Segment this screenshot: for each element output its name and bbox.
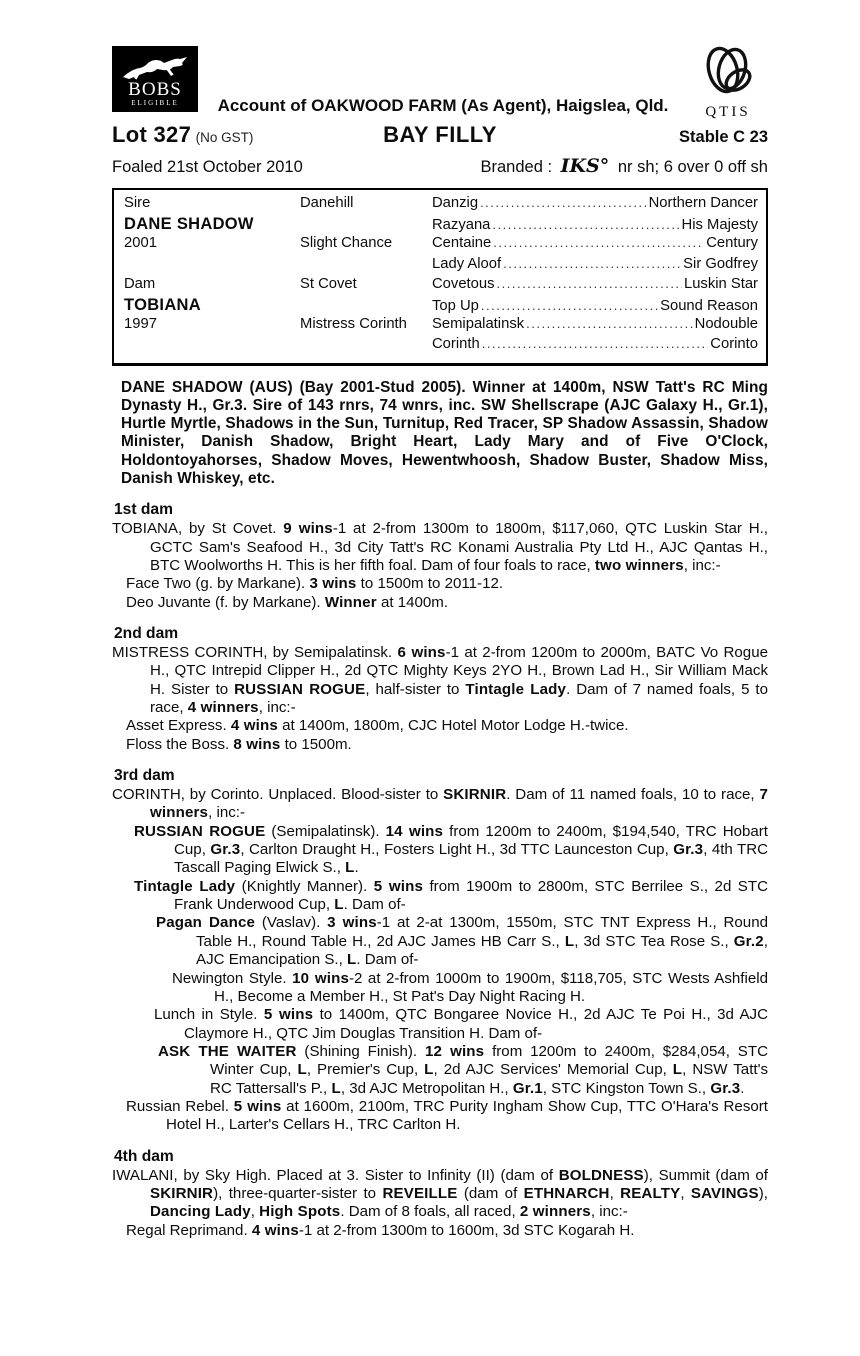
pedigree-paragraph xyxy=(112,594,768,612)
text-run: to 1500m. xyxy=(280,735,352,753)
horse-icon xyxy=(120,54,190,80)
text-run: , 3d STC Tea Rose S., xyxy=(574,932,734,950)
bold-text: DANE SHADOW (AUS) (Bay 2001-Stud 2005). Winner at 1400m, NSW Tatt's RC Ming Dynasty H., Gr.3. Sire of 143 rnrs, 74 wnrs, inc. SW Shellscrape (AJC Galaxy H., Gr.1), Hurtle Myrtle, Shadows in the Sun, Turnitup, Red Tracer, SP Shadow Assassin, Shadow Minister, Danish Shadow, Bright Heart, Lady Mary and of Five O'Clock, Holdontoyahorses, Shadow Moves, Hewentwhoosh, Shadow Buster, Shadow Miss, Danish Whiskey, etc. xyxy=(121,378,768,487)
bold-text: Gr.2 xyxy=(733,932,764,950)
bold-text: L xyxy=(564,932,575,950)
text-run: , NSW Tatt's RC Tattersall's P., xyxy=(210,1061,769,1097)
pedigree-paragraph xyxy=(112,823,768,878)
text-run: . xyxy=(354,859,359,877)
pedigree-paragraph xyxy=(112,575,768,593)
text-run: Regal Reprimand. xyxy=(126,1221,252,1239)
pedigree-parent-name: Danehill xyxy=(300,195,354,211)
lot-number: Lot 327 xyxy=(112,122,192,147)
dam-section xyxy=(112,1148,768,1240)
great-grandsire-name: Nodouble xyxy=(694,316,758,333)
text-run: ), Summit (dam of xyxy=(643,1166,768,1184)
branded-label: Branded : xyxy=(480,158,553,176)
pedigree-entry-name: Sire xyxy=(124,195,151,211)
brand-mark: IKS° xyxy=(560,155,610,177)
text-run: , inc:- xyxy=(208,804,245,822)
great-grandsire-name: Sound Reason xyxy=(660,297,758,314)
great-grandsire-name: Corinto xyxy=(710,336,758,353)
bold-text: L xyxy=(672,1061,683,1079)
pedigree-paragraph xyxy=(112,1167,768,1222)
lot-left xyxy=(112,122,331,148)
text-run: -2 at 2-from 1000m to 1900m, $118,705, STC Wests Ashfield H., Become a Member H., St Pat's Day Night Racing H. xyxy=(214,969,768,1005)
bold-text: 6 wins xyxy=(397,644,446,661)
text-run: , xyxy=(609,1184,621,1202)
text-run: , Carlton Draught H., Fosters Light H., 3d TTC Launceston Cup, xyxy=(240,841,674,859)
lot-row xyxy=(112,122,768,148)
bold-text: two winners xyxy=(594,556,684,574)
grandparent-name: Razyana xyxy=(432,217,491,234)
text-run: , xyxy=(680,1184,691,1202)
text-run: . Dam of 7 named foals, 5 to race, xyxy=(150,680,768,717)
qtis-logo-text: QTIS xyxy=(705,104,751,120)
pedigree-entry-name: 1997 xyxy=(124,316,157,333)
pedigree-entry-name: 2001 xyxy=(124,235,157,252)
bold-text: Gr.3 xyxy=(710,1079,741,1097)
grandparent-name: Covetous xyxy=(432,275,495,292)
bold-text: 5 wins xyxy=(233,1097,282,1115)
pedigree-row xyxy=(124,195,758,215)
text-run: -1 at 2-at 1300m, 1550m, STC TNT Express H., Round Table H., Round Table H., 2d AJC James HB Carr S., xyxy=(196,914,768,950)
text-run: Russian Rebel. xyxy=(126,1097,234,1115)
text-run: , Premier's Cup, xyxy=(306,1061,425,1079)
dam-section xyxy=(112,625,768,754)
grandparent-name: Top Up xyxy=(432,297,479,314)
bold-text: 7 winners xyxy=(150,786,768,822)
pedigree-row xyxy=(124,336,758,356)
text-run: , STC Kingston Town S., xyxy=(542,1079,711,1097)
text-run: (Shining Finish). xyxy=(296,1042,425,1060)
text-run: Newington Style. xyxy=(172,969,293,987)
text-run: from 1900m to 2800m, STC Berrilee S., 2d STC Frank Underwood Cup, xyxy=(174,877,768,914)
bold-text: 8 wins xyxy=(233,735,281,753)
great-grandsire-name: His Majesty xyxy=(681,217,758,234)
grandparent-name: Semipalatinsk xyxy=(432,316,525,333)
text-run: , xyxy=(250,1203,260,1221)
gst-note: (No GST) xyxy=(195,130,254,145)
section-heading: 1st dam xyxy=(114,501,173,519)
page-header xyxy=(112,46,768,120)
text-run: to 1400m, QTC Bongaree Novice H., 2d AJC Te Poi H., 3d AJC Claymore H., QTC Jim Douglas Transition H. Dam of- xyxy=(184,1006,768,1042)
bold-text: Tintagle Lady xyxy=(134,877,236,895)
bold-text: 4 wins xyxy=(230,717,278,735)
bold-text: 14 wins xyxy=(385,822,444,840)
section-heading: 3rd dam xyxy=(114,767,175,785)
text-run: to 1500m to 2011-12. xyxy=(356,575,504,593)
text-run: IWALANI, by Sky High. Placed at 3. Sister to Infinity (II) (dam of xyxy=(112,1166,559,1184)
pedigree-row xyxy=(124,256,758,276)
bold-text: RUSSIAN ROGUE xyxy=(234,680,366,698)
grandparent-name: Corinth xyxy=(432,336,480,353)
bold-text: 10 wins xyxy=(292,969,349,987)
dam-section xyxy=(112,501,768,612)
bold-text: ETHNARCH xyxy=(523,1184,610,1202)
bold-text: 2 winners xyxy=(519,1203,591,1221)
pedigree-row xyxy=(124,276,758,296)
foaled-date: Foaled 21st October 2010 xyxy=(112,158,303,176)
bold-text: 5 wins xyxy=(373,877,424,895)
text-run: from 1200m to 2400m, $194,540, TRC Hobart Cup, xyxy=(174,822,769,859)
qtis-logo xyxy=(688,44,768,120)
pedigree-paragraph xyxy=(112,1043,768,1098)
bold-text: L xyxy=(334,896,344,914)
pedigree-grandparent-pair xyxy=(432,276,758,292)
text-run: -1 at 2-from 1200m to 2000m, BATC Vo Rogue H., QTC Intrepid Clipper H., 2d QTC Mighty Keys 2YO H., Brown Lad H., Sir William Mack H. Sister to xyxy=(150,644,768,698)
pedigree-parent-name: Mistress Corinth xyxy=(300,316,407,333)
bold-text: Tintagle Lady xyxy=(465,680,567,698)
bold-text: 9 wins xyxy=(283,520,333,538)
pedigree-paragraph xyxy=(112,1006,768,1043)
text-run: ), xyxy=(758,1184,769,1202)
bold-text: Gr.3 xyxy=(210,841,241,859)
bold-text: BOLDNESS xyxy=(558,1166,644,1184)
bold-text: 5 wins xyxy=(263,1006,314,1024)
dotted-leader xyxy=(492,217,679,233)
pedigree-paragraph xyxy=(112,878,768,915)
section-heading: 2nd dam xyxy=(114,625,179,642)
stable-number: Stable C 23 xyxy=(679,128,769,146)
pedigree-grandparent-pair xyxy=(432,195,758,211)
text-run: (Vaslav). xyxy=(255,914,328,932)
sire-summary xyxy=(121,379,768,489)
bold-text: REVEILLE xyxy=(382,1184,458,1202)
branded-line xyxy=(481,155,769,177)
pedigree-grandparent-pair xyxy=(432,336,758,352)
dotted-leader xyxy=(493,235,704,251)
bold-text: Winner xyxy=(324,593,377,611)
bold-text: Gr.3 xyxy=(673,841,704,859)
dam-section xyxy=(112,767,768,1135)
text-run: TOBIANA, by St Covet. xyxy=(112,520,284,538)
text-run: . xyxy=(740,1079,745,1097)
bold-text: ASK THE WAITER xyxy=(158,1042,297,1060)
branded-details: nr sh; 6 over 0 off sh xyxy=(617,158,768,176)
pedigree-paragraph xyxy=(112,520,768,575)
bold-text: 4 wins xyxy=(251,1221,299,1239)
text-run: Face Two (g. by Markane). xyxy=(126,575,310,593)
text-run: , inc:- xyxy=(258,699,296,717)
grandparent-name: Danzig xyxy=(432,195,479,211)
foal-row xyxy=(112,155,768,177)
qtis-rings-icon xyxy=(692,44,764,100)
text-run: ), three-quarter-sister to xyxy=(213,1184,383,1202)
pedigree-row xyxy=(124,296,758,316)
text-run: , inc:- xyxy=(683,556,721,574)
great-grandsire-name: Century xyxy=(706,235,758,252)
text-run: at 1400m, 1800m, CJC Hotel Motor Lodge H.-twice. xyxy=(277,717,629,735)
bold-text: 4 winners xyxy=(187,699,259,717)
text-run: , 4th TRC Tascall Paging Elwick S., xyxy=(174,841,769,877)
bold-text: L xyxy=(331,1079,341,1097)
text-run: . Dam of 8 foals, all raced, xyxy=(340,1203,520,1221)
dotted-leader xyxy=(482,336,709,352)
grandparent-name: Lady Aloof xyxy=(432,255,502,272)
bold-text: 3 wins xyxy=(327,914,377,932)
pedigree-entry-name: Dam xyxy=(124,275,156,292)
pedigree-grandparent-pair xyxy=(432,235,758,251)
dotted-leader xyxy=(497,276,682,292)
bold-text: Dancing Lady xyxy=(150,1203,251,1221)
text-run: at 1600m, 2100m, TRC Purity Ingham Show Cup, TTC O'Hara's Resort Hotel H., Larter's Cellars H., TRC Carlton H. xyxy=(166,1097,768,1134)
text-run: Asset Express. xyxy=(126,717,231,735)
bobs-logo-text: BOBS xyxy=(128,79,182,101)
pedigree-entry-name: TOBIANA xyxy=(124,295,201,314)
pedigree-grandparent-pair xyxy=(432,298,758,314)
pedigree-row xyxy=(124,235,758,255)
great-grandsire-name: Sir Godfrey xyxy=(683,255,758,272)
pedigree-grandparent-pair xyxy=(432,256,758,272)
text-run: Lunch in Style. xyxy=(154,1006,264,1024)
bold-text: SAVINGS xyxy=(690,1184,759,1202)
pedigree-parent-name: Slight Chance xyxy=(300,235,393,252)
bold-text: 3 wins xyxy=(309,575,357,593)
text-run: (Knightly Manner). xyxy=(235,877,374,895)
account-line: Account of OAKWOOD FARM (As Agent), Haigslea, Qld. xyxy=(217,96,669,115)
pedigree-paragraph xyxy=(112,717,768,735)
bold-text: Pagan Dance xyxy=(156,914,256,932)
text-run: , 2d AJC Services' Memorial Cup, xyxy=(433,1061,673,1079)
bold-text: High Spots xyxy=(259,1203,341,1221)
text-run: . Dam of- xyxy=(343,896,406,914)
pedigree-parent-name: St Covet xyxy=(300,275,357,292)
bold-text: REALTY xyxy=(620,1184,681,1202)
bold-text: SKIRNIR xyxy=(150,1184,214,1202)
text-run: MISTRESS CORINTH, by Semipalatinsk. xyxy=(112,644,398,661)
pedigree-grandparent-pair xyxy=(432,217,758,233)
text-run: from 1200m to 2400m, $284,054, STC Winter Cup, xyxy=(210,1042,768,1079)
pedigree-paragraph xyxy=(112,1098,768,1135)
bobs-eligible-text: ELIGIBLE xyxy=(131,99,179,108)
pedigree-row xyxy=(124,316,758,336)
text-run: , inc:- xyxy=(590,1203,628,1221)
pedigree-paragraph xyxy=(112,970,768,1007)
bold-text: L xyxy=(297,1061,307,1079)
pedigree-grandparent-pair xyxy=(432,316,758,332)
great-grandsire-name: Northern Dancer xyxy=(648,195,758,211)
pedigree-row xyxy=(124,215,758,235)
text-run: -1 at 2-from 1300m to 1600m, 3d STC Kogarah H. xyxy=(298,1221,635,1239)
dotted-leader xyxy=(480,195,647,211)
bold-text: L xyxy=(347,951,357,969)
pedigree-table xyxy=(112,188,768,366)
bold-text: Gr.1 xyxy=(512,1079,543,1097)
text-run: , half-sister to xyxy=(365,680,466,698)
bold-text: RUSSIAN ROGUE xyxy=(134,822,266,840)
text-run: at 1400m. xyxy=(376,593,449,611)
pedigree-paragraph xyxy=(112,736,768,754)
grandparent-name: Centaine xyxy=(432,235,492,252)
pedigree-paragraph xyxy=(112,786,768,823)
section-heading: 4th dam xyxy=(114,1147,174,1165)
text-run: (Semipalatinsk). xyxy=(265,822,386,840)
text-run: . Dam of 11 named foals, 10 to race, xyxy=(506,786,760,804)
page-title: BAY FILLY xyxy=(383,122,497,147)
bold-text: SKIRNIR xyxy=(443,786,507,804)
pedigree-paragraph xyxy=(112,914,768,969)
bold-text: L xyxy=(345,859,355,877)
text-run: (dam of xyxy=(457,1184,524,1202)
text-run: . Dam of- xyxy=(356,951,419,969)
text-run: CORINTH, by Corinto. Unplaced. Blood-sister to xyxy=(112,786,444,804)
great-grandsire-name: Luskin Star xyxy=(683,275,758,292)
text-run: , 3d AJC Metropolitan H., xyxy=(340,1079,513,1097)
pedigree-paragraph xyxy=(112,1222,768,1240)
pedigree-entry-name: DANE SHADOW xyxy=(124,215,254,234)
text-run: , AJC Emancipation S., xyxy=(196,932,768,969)
pedigree-paragraph xyxy=(112,644,768,717)
text-run: Deo Juvante (f. by Markane). xyxy=(126,593,325,611)
dotted-leader xyxy=(503,256,681,272)
page-content xyxy=(112,46,768,1240)
bold-text: L xyxy=(424,1061,434,1079)
text-run: -1 at 2-from 1300m to 1800m, $117,060, QTC Luskin Star H., GCTC Sam's Seafood H., 3d City Tatt's RC Konami Australia Pty Ltd H., AJC Qantas H., BTC Woolworths H. This is her fifth foal. Dam of four foals to race, xyxy=(150,520,768,574)
text-run: Floss the Boss. xyxy=(126,735,234,753)
bold-text: 12 wins xyxy=(424,1042,485,1060)
dotted-leader xyxy=(526,316,693,332)
bobs-eligible-logo xyxy=(112,46,198,112)
dam-sections xyxy=(112,501,768,1240)
dotted-leader xyxy=(481,298,658,314)
